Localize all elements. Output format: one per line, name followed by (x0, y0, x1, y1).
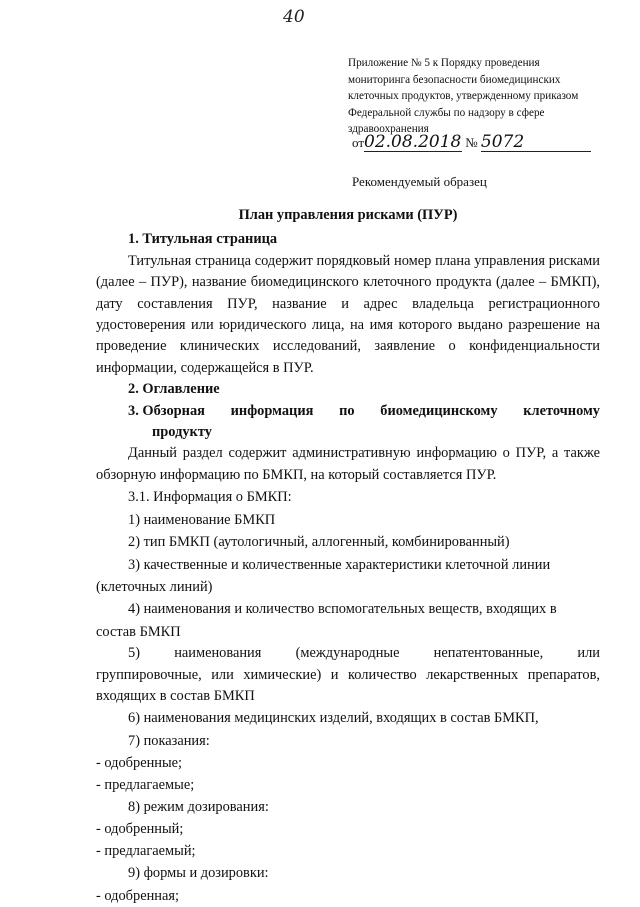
list-item-cont: (клеточных линий) (96, 578, 213, 595)
heading-word: биомедицинскому (380, 402, 498, 419)
number-prefix: № (465, 135, 478, 150)
list-item: 6) наименования медицинских изделий, входящих в состав БМКП, (128, 710, 539, 727)
item-word: 5) (128, 645, 140, 662)
handwritten-number: 5072 (481, 133, 591, 152)
sub-item: - предлагаемые; (96, 776, 195, 793)
item-word: или (577, 645, 600, 662)
date-prefix: от (352, 135, 365, 150)
heading-word: по (339, 402, 355, 419)
sub-item: - одобренные; (96, 755, 183, 772)
item-word: (международные (295, 645, 400, 662)
section-3-heading (96, 401, 600, 422)
recommended-sample-label: Рекомендуемый образец (352, 174, 487, 189)
list-item: 2) тип БМКП (аутологичный, аллогенный, комбинированный) (128, 534, 510, 551)
appendix-line: Приложение № 5 к Порядку проведения (348, 57, 540, 69)
sub-item: - предлагаемый; (96, 842, 196, 859)
section-1-heading: 1. Титульная страница (128, 231, 278, 248)
item-word: непатентованные, (433, 645, 544, 662)
list-item: 4) наименования и количество вспомогательных веществ, входящих в (128, 601, 557, 618)
list-item: 7) показания: (128, 732, 210, 749)
section-3-text: Данный раздел содержит административную информацию о ПУР, а также обзорную информацию по БМКП, на который составляется ПУР. (96, 445, 600, 483)
page-number: 40 (283, 7, 305, 27)
list-item: 8) режим дозирования: (128, 798, 269, 815)
handwritten-date: 02.08.2018 (364, 132, 462, 152)
list-item: 9) формы и дозировки: (128, 865, 269, 882)
subsection-3-1: 3.1. Информация о БМКП: (128, 489, 292, 506)
list-item: 3) качественные и количественные характеристики клеточной линии (128, 556, 551, 573)
document-title: План управления рисками (ПУР) (238, 207, 458, 223)
appendix-line: Федеральной службы по надзору в сфере (348, 106, 545, 119)
appendix-line: клеточных продуктов, утвержденному приказом (348, 90, 579, 103)
section-1-text: Титульная страница содержит порядковый номер плана управления рисками (далее – ПУР), название биомедицинского клеточного продукта (далее – БМКП), дату составления ПУР, название и адрес владельца регистрационного удостоверения или юридического лица, на имя которого выдано разрешение на проведение клинических исследований, заявление о конфиденциальности информации, содержащейся в ПУР. (96, 252, 600, 376)
appendix-line: здравоохранения (348, 123, 429, 136)
list-item: 1) наименование БМКП (128, 511, 276, 528)
list-item-cont: группировочные, или химические) и количество лекарственных препаратов, входящих в состав БМКП (96, 666, 600, 704)
sub-item: - одобренный; (96, 821, 184, 838)
section-2-heading: 2. Оглавление (128, 381, 220, 398)
list-item-cont: состав БМКП (96, 623, 181, 640)
sub-item: - одобренная; (96, 887, 179, 904)
heading-word: клеточному (523, 402, 600, 419)
list-item-5 (96, 643, 600, 664)
order-date-number (352, 133, 597, 152)
heading-word: 3. Обзорная (128, 402, 205, 419)
appendix-note (348, 55, 613, 138)
section-3-heading-cont: продукту (152, 424, 212, 441)
item-word: наименования (174, 645, 262, 662)
heading-word: информация (230, 402, 314, 419)
appendix-line: мониторинга безопасности биомедицинских (348, 73, 561, 86)
document-body (96, 205, 600, 907)
